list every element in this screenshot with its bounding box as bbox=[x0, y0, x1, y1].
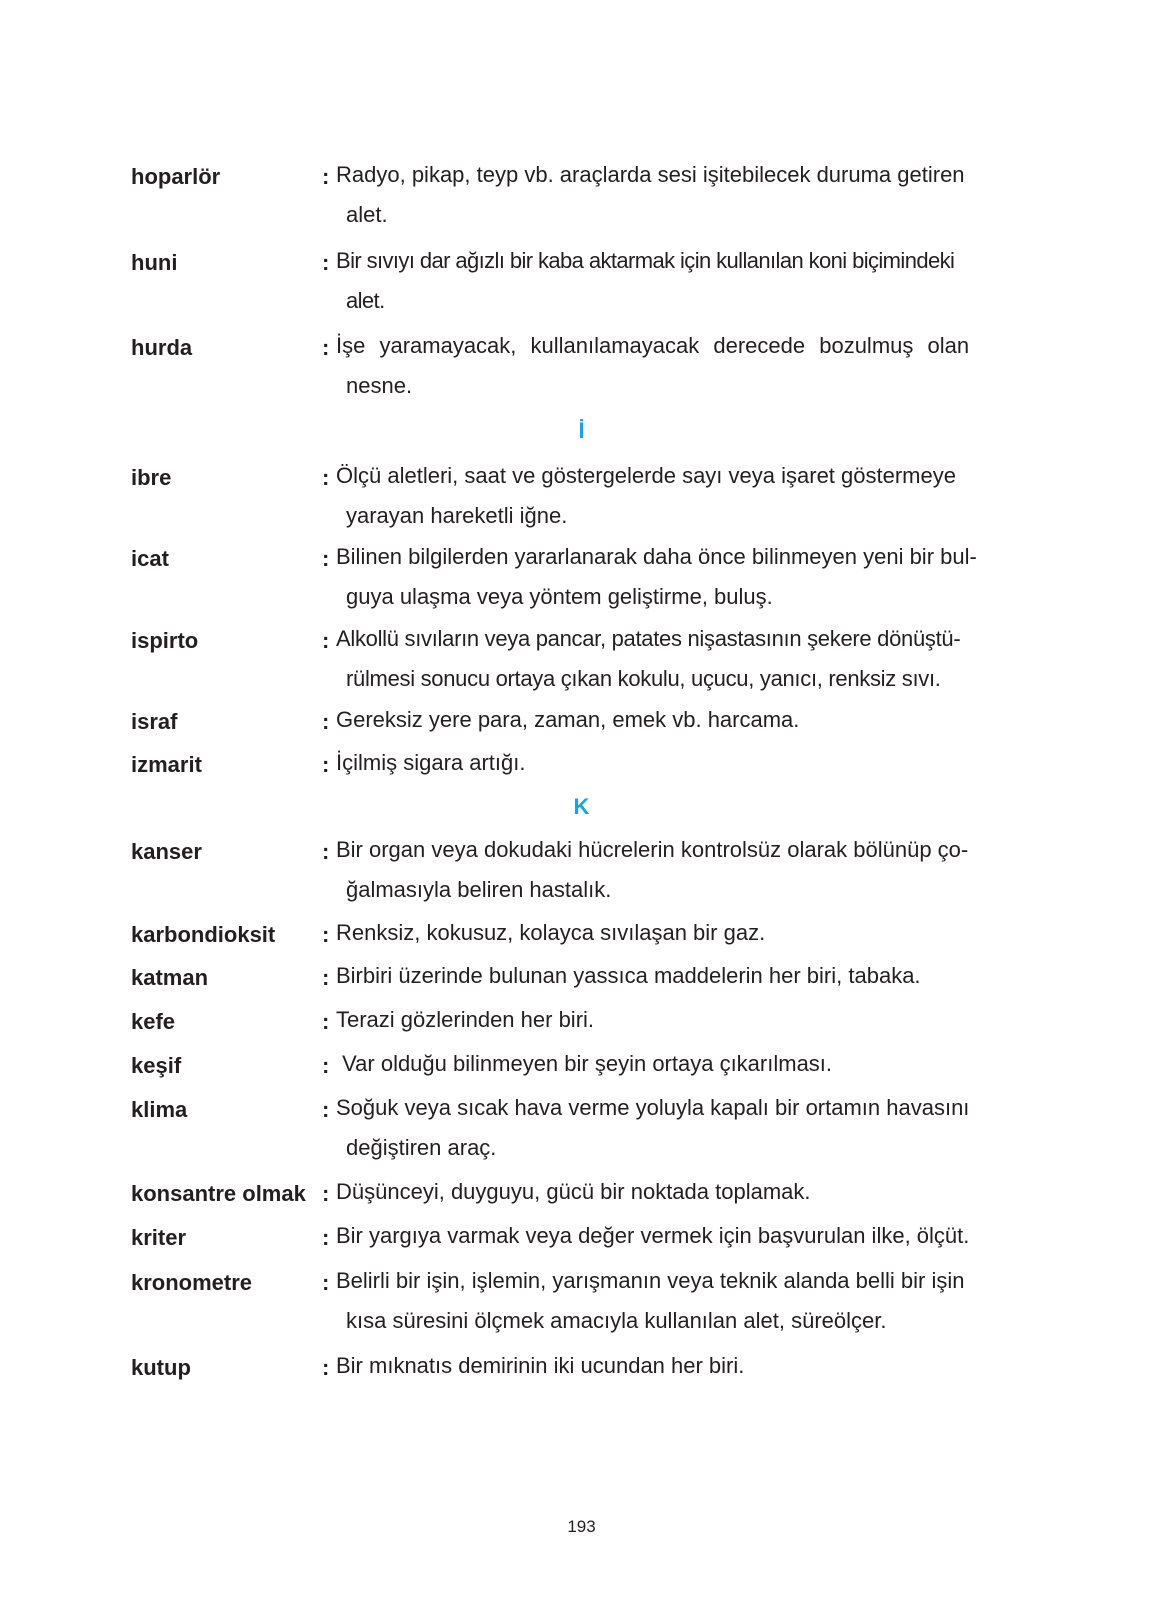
definition bbox=[336, 537, 1163, 617]
colon: : bbox=[322, 164, 330, 189]
definition: Birbiri üzerinde bulunan yassıca maddelerin her biri, tabaka. bbox=[336, 963, 921, 988]
definition-line: İşe yaramayacak, kullanılamayacak derecede bozulmuş olan bbox=[336, 333, 970, 358]
colon: : bbox=[322, 1053, 330, 1078]
term: kanser bbox=[131, 839, 202, 864]
term: keşif bbox=[131, 1053, 182, 1078]
term: huni bbox=[131, 250, 178, 275]
colon: : bbox=[322, 839, 330, 864]
page-number: 193 bbox=[567, 1517, 596, 1536]
definition: Var olduğu bilinmeyen bir şeyin ortaya çıkarılması. bbox=[336, 1051, 833, 1076]
section-letter-i: İ bbox=[578, 418, 585, 443]
definition-line: Bir organ veya dokudaki hücrelerin kontrolsüz olarak bölünüp ço- bbox=[336, 837, 969, 862]
definition-line: alet. bbox=[346, 202, 388, 227]
definition: Gereksiz yere para, zaman, emek vb. harcama. bbox=[336, 707, 800, 732]
definition: Renksiz, kokusuz, kolayca sıvılaşan bir gaz. bbox=[336, 920, 766, 945]
term: klima bbox=[131, 1097, 188, 1122]
colon: : bbox=[322, 752, 330, 777]
definition-line: Alkollü sıvıların veya pancar, patates nişastasının şekere dönüştü- bbox=[336, 626, 961, 651]
colon: : bbox=[322, 1009, 330, 1034]
term: izmarit bbox=[131, 752, 202, 777]
colon: : bbox=[322, 465, 330, 490]
term: karbondioksit bbox=[131, 922, 276, 947]
colon: : bbox=[322, 250, 330, 275]
colon: : bbox=[322, 1355, 330, 1380]
term: konsantre olmak bbox=[131, 1181, 306, 1206]
section-letter-k: K bbox=[573, 794, 590, 819]
colon: : bbox=[322, 709, 330, 734]
definition bbox=[336, 1088, 1163, 1168]
colon: : bbox=[322, 1225, 330, 1250]
definition-line: değiştiren araç. bbox=[346, 1135, 497, 1160]
definition: Bir yargıya varmak veya değer vermek için başvurulan ilke, ölçüt. bbox=[336, 1223, 970, 1248]
definition-line: Bir sıvıyı dar ağızlı bir kaba aktarmak için kullanılan koni biçimindeki bbox=[336, 248, 955, 273]
term: kefe bbox=[131, 1009, 176, 1034]
term: ispirto bbox=[131, 628, 199, 653]
definition bbox=[336, 326, 1163, 406]
term: israf bbox=[131, 709, 178, 734]
definition: Düşünceyi, duyguyu, gücü bir noktada toplamak. bbox=[336, 1179, 811, 1204]
definition: İçilmiş sigara artığı. bbox=[336, 750, 526, 775]
definition bbox=[336, 155, 1163, 235]
term: kronometre bbox=[131, 1270, 253, 1295]
definition-line: ğalmasıyla beliren hastalık. bbox=[346, 877, 612, 902]
definition bbox=[336, 1261, 1163, 1341]
term: hurda bbox=[131, 335, 193, 360]
definition bbox=[336, 241, 1163, 321]
definition bbox=[336, 830, 1163, 910]
definition: Terazi gözlerinden her biri. bbox=[336, 1007, 595, 1032]
definition-line: Soğuk veya sıcak hava verme yoluyla kapalı bir ortamın havasını bbox=[336, 1095, 970, 1120]
colon: : bbox=[322, 546, 330, 571]
term: kriter bbox=[131, 1225, 187, 1250]
definition-line: Bilinen bilgilerden yararlanarak daha önce bilinmeyen yeni bir bul- bbox=[336, 544, 977, 569]
term: katman bbox=[131, 965, 209, 990]
definition: Bir mıknatıs demirinin iki ucundan her biri. bbox=[336, 1353, 745, 1378]
colon: : bbox=[322, 1097, 330, 1122]
definition-line: alet. bbox=[346, 288, 385, 313]
definition-line: nesne. bbox=[346, 373, 413, 398]
colon: : bbox=[322, 628, 330, 653]
definition-line: rülmesi sonucu ortaya çıkan kokulu, uçucu, yanıcı, renksiz sıvı. bbox=[346, 666, 941, 691]
term: kutup bbox=[131, 1355, 191, 1380]
definition-line: kısa süresini ölçmek amacıyla kullanılan alet, süreölçer. bbox=[346, 1308, 887, 1333]
term: icat bbox=[131, 546, 169, 571]
colon: : bbox=[322, 335, 330, 360]
colon: : bbox=[322, 922, 330, 947]
definition-line: Ölçü aletleri, saat ve göstergelerde sayı veya işaret göstermeye bbox=[336, 463, 956, 488]
definition bbox=[336, 456, 1163, 536]
definition bbox=[336, 619, 1163, 699]
definition-line: Radyo, pikap, teyp vb. araçlarda sesi işitebilecek duruma getiren bbox=[336, 162, 965, 187]
term: ibre bbox=[131, 465, 172, 490]
colon: : bbox=[322, 965, 330, 990]
definition-line: guya ulaşma veya yöntem geliştirme, buluş. bbox=[346, 584, 773, 609]
colon: : bbox=[322, 1270, 330, 1295]
definition-line: Belirli bir işin, işlemin, yarışmanın veya teknik alanda belli bir işin bbox=[336, 1268, 965, 1293]
definition-line: yarayan hareketli iğne. bbox=[346, 503, 568, 528]
colon: : bbox=[322, 1181, 330, 1206]
term: hoparlör bbox=[131, 164, 221, 189]
